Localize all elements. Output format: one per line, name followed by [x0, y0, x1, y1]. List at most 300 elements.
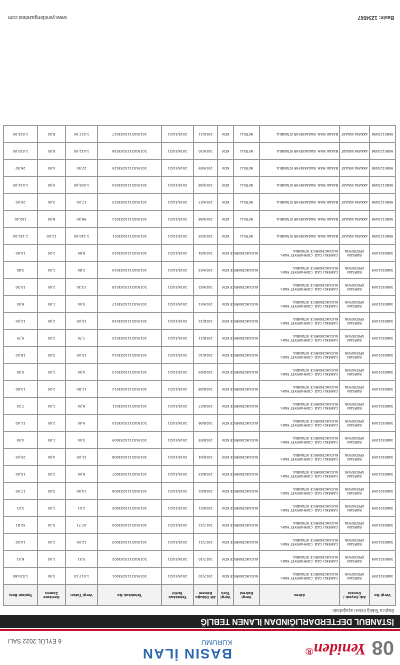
- table-row: [4, 177, 396, 194]
- table-cell: 3,01: [4, 500, 38, 517]
- table-cell: BASAK MAH. BASAKSEHIR ISTANBUL: [260, 143, 340, 160]
- table-cell: 7,20: [4, 398, 38, 415]
- table-cell: 2019/10/21: [162, 568, 194, 585]
- table-cell: KDV: [218, 160, 234, 177]
- table-cell: IKITELLI: [234, 228, 260, 245]
- table-cell: BURSAN SPEDISYON: [340, 398, 370, 415]
- table-row: [4, 347, 396, 364]
- table-cell: 2,00: [38, 415, 66, 432]
- table-cell: 6,00: [4, 296, 38, 313]
- table-cell: KUCUKCEKMECE: [234, 330, 260, 347]
- table-cell: 17,90: [4, 483, 38, 500]
- table-cell: 2019102115203005: [98, 500, 162, 517]
- table-row: [4, 330, 396, 347]
- table-cell: KUCUKCEKMECE: [234, 364, 260, 381]
- table-cell: 11,80: [66, 381, 98, 398]
- table-cell: 2019/03: [194, 262, 218, 279]
- table-cell: BURSAN SPEDISYON: [340, 279, 370, 296]
- table-row: [4, 398, 396, 415]
- table-cell: 1.012,00: [66, 143, 98, 160]
- table-cell: CAMEKLI CAD. CUMHURIYET MAH. KUCUKCEKMECE ISTANBUL: [260, 415, 340, 432]
- table-cell: IKITELLI: [234, 126, 260, 143]
- table-cell: CAMEKLI CAD. CUMHURIYET MAH. KUCUKCEKMECE ISTANBUL: [260, 466, 340, 483]
- table-cell: 2017/11: [194, 534, 218, 551]
- table-cell: IKITELLI: [234, 177, 260, 194]
- table-cell: 3480521009: [370, 500, 396, 517]
- table-cell: 2,01: [66, 500, 98, 517]
- table-cell: KUCUKCEKMECE: [234, 534, 260, 551]
- table-cell: 1.025,00: [4, 126, 38, 143]
- table-cell: 10,00: [4, 466, 38, 483]
- column-header: Adres: [260, 585, 340, 606]
- table-cell: 1.005,00: [66, 177, 98, 194]
- table-row: [4, 449, 396, 466]
- table-cell: 2019/04: [194, 245, 218, 262]
- table-cell: CAMEKLI CAD. CUMHURIYET MAH. KUCUKCEKMECE ISTANBUL: [260, 551, 340, 568]
- table-cell: KUCUKCEKMECE: [234, 415, 260, 432]
- table-cell: 2019/09: [194, 160, 218, 177]
- table-cell: 4,50: [66, 364, 98, 381]
- column-header: Gecikme Zammı: [38, 585, 66, 606]
- table-cell: CAMEKLI CAD. CUMHURIYET MAH. KUCUKCEKMECE ISTANBUL: [260, 296, 340, 313]
- table-cell: 6,20: [66, 398, 98, 415]
- table-cell: 3480521009: [370, 245, 396, 262]
- table-cell: 3480521009: [370, 551, 396, 568]
- table-cell: CAMEKLI CAD. CUMHURIYET MAH. KUCUKCEKMECE ISTANBUL: [260, 364, 340, 381]
- table-cell: BURSAN SPEDISYON: [340, 313, 370, 330]
- table-cell: BASAK MAH. BASAKSEHIR ISTANBUL: [260, 126, 340, 143]
- table-cell: 13,80: [4, 381, 38, 398]
- table-cell: CAMEKLI CAD. CUMHURIYET MAH. KUCUKCEKMECE ISTANBUL: [260, 381, 340, 398]
- table-row: [4, 262, 396, 279]
- table-cell: BURSAN SPEDISYON: [340, 296, 370, 313]
- table-cell: 1.014,00: [4, 177, 38, 194]
- table-cell: 2017/10: [194, 551, 218, 568]
- table-cell: KDV: [218, 483, 234, 500]
- table-row: [4, 160, 396, 177]
- table-cell: 2019/10/21: [162, 483, 194, 500]
- press-notice-subtag: KURUMU: [201, 638, 232, 645]
- table-cell: CAMEKLI CAD. CUMHURIYET MAH. KUCUKCEKMECE ISTANBUL: [260, 483, 340, 500]
- table-cell: 8,00: [38, 143, 66, 160]
- table-cell: KDV: [218, 517, 234, 534]
- table-cell: 2019/10/21: [162, 211, 194, 228]
- table-cell: 2,00: [38, 381, 66, 398]
- column-header: Vergi Tutarı: [66, 585, 98, 606]
- table-cell: 2017/10: [194, 568, 218, 585]
- table-cell: KDV: [218, 126, 234, 143]
- table-cell: IKITELLI: [234, 211, 260, 228]
- table-cell: 3480521009: [370, 262, 396, 279]
- table-cell: 2018/03: [194, 466, 218, 483]
- table-cell: 10,00: [66, 313, 98, 330]
- table-body: [4, 126, 396, 585]
- table-cell: 2019102115203013: [98, 364, 162, 381]
- table-cell: 2019/10/21: [162, 534, 194, 551]
- table-cell: BASAK MAH. BASAKSEHIR ISTANBUL: [260, 194, 340, 211]
- table-cell: 13,30: [66, 279, 98, 296]
- table-cell: KDV: [218, 313, 234, 330]
- table-cell: 8,60: [66, 245, 98, 262]
- table-cell: 2017/12: [194, 517, 218, 534]
- table-row: [4, 313, 396, 330]
- table-cell: 1,00: [38, 296, 66, 313]
- table-cell: KUCUKCEKMECE: [234, 398, 260, 415]
- table-cell: 2019/01: [194, 296, 218, 313]
- table-cell: CAMEKLI CAD. CUMHURIYET MAH. KUCUKCEKMECE ISTANBUL: [260, 500, 340, 517]
- table-row: [4, 551, 396, 568]
- table-cell: KDV: [218, 347, 234, 364]
- table-cell: KDV: [218, 381, 234, 398]
- table-cell: 2018/04: [194, 449, 218, 466]
- table-row: [4, 415, 396, 432]
- table-cell: 2018/07: [194, 398, 218, 415]
- table-cell: KUCUKCEKMECE: [234, 381, 260, 398]
- table-cell: 2019/10/21: [162, 177, 194, 194]
- table-cell: 96,40: [66, 211, 98, 228]
- table-cell: 2019/10/21: [162, 398, 194, 415]
- table-cell: 2018/09: [194, 364, 218, 381]
- table-cell: KUCUKCEKMECE: [234, 568, 260, 585]
- column-header: Ait Olduğu Dönem: [194, 585, 218, 606]
- table-cell: 2019/05: [194, 228, 218, 245]
- table-row: [4, 466, 396, 483]
- table-cell: 2019/10/21: [162, 551, 194, 568]
- table-cell: KUCUKCEKMECE: [234, 245, 260, 262]
- table-cell: 2019/10/21: [162, 330, 194, 347]
- table-cell: KDV: [218, 500, 234, 517]
- table-cell: 1.020,60: [4, 568, 38, 585]
- table-cell: 2019/10: [194, 143, 218, 160]
- table-cell: 1,00: [38, 364, 66, 381]
- table-cell: 8,00: [66, 466, 98, 483]
- table-row: [4, 364, 396, 381]
- table-cell: 8,00: [38, 126, 66, 143]
- table-cell: 2019/10/21: [162, 364, 194, 381]
- table-cell: 3480521009: [370, 517, 396, 534]
- table-cell: CAMEKLI CAD. CUMHURIYET MAH. KUCUKCEKMECE ISTANBUL: [260, 534, 340, 551]
- table-cell: 3,50: [38, 568, 66, 585]
- table-cell: CAMEKLI CAD. CUMHURIYET MAH. KUCUKCEKMECE ISTANBUL: [260, 432, 340, 449]
- table-cell: 2019102115203012: [98, 381, 162, 398]
- table-cell: 2019/10/21: [162, 517, 194, 534]
- table-cell: 2019102115203026: [98, 143, 162, 160]
- table-cell: 15,30: [4, 279, 38, 296]
- table-cell: 2019/10/21: [162, 415, 194, 432]
- table-cell: 2019/10/21: [162, 347, 194, 364]
- table-row: [4, 432, 396, 449]
- table-cell: 2019/10/21: [162, 245, 194, 262]
- logo-text: Yeniden: [313, 640, 366, 657]
- table-cell: 1.017,00: [66, 126, 98, 143]
- table-cell: 3480521009: [370, 313, 396, 330]
- table-cell: 3480521009: [370, 381, 396, 398]
- table-cell: 2019102115203002: [98, 551, 162, 568]
- table-cell: 2018/06: [194, 415, 218, 432]
- table-cell: 2019102115203018: [98, 279, 162, 296]
- newspaper-header: [0, 629, 400, 665]
- table-cell: 12,00: [4, 313, 38, 330]
- table-cell: 2019102115203010: [98, 415, 162, 432]
- table-cell: 15,00: [66, 347, 98, 364]
- table-cell: 2019102115203020: [98, 245, 162, 262]
- table-cell: BURSAN SPEDISYON: [340, 415, 370, 432]
- footer-right: www.yenidengazetesi.com: [8, 14, 67, 20]
- table-cell: 1,00: [38, 551, 66, 568]
- table-cell: 3,00: [38, 347, 66, 364]
- table-cell: AKKAYA INSAAT: [340, 228, 370, 245]
- table-cell: CAMEKLI CAD. CUMHURIYET MAH. KUCUKCEKMECE ISTANBUL: [260, 279, 340, 296]
- table-cell: 9080123456: [370, 160, 396, 177]
- table-cell: BURSAN SPEDISYON: [340, 432, 370, 449]
- table-cell: 52,81: [4, 517, 38, 534]
- table-cell: KUCUKCEKMECE: [234, 296, 260, 313]
- table-cell: 2019102115203024: [98, 177, 162, 194]
- table-cell: BURSAN SPEDISYON: [340, 347, 370, 364]
- table-cell: KUCUKCEKMECE: [234, 500, 260, 517]
- table-cell: CAMEKLI CAD. CUMHURIYET MAH. KUCUKCEKMECE ISTANBUL: [260, 449, 340, 466]
- table-cell: 2019102115203021: [98, 228, 162, 245]
- table-cell: 3,00: [38, 194, 66, 211]
- table-cell: 22,50: [66, 160, 98, 177]
- debt-notice-table: [3, 125, 396, 606]
- issue-date: 6 EYLÜL 2022 SALI: [8, 637, 62, 643]
- footer-left: Basin: 1234567: [357, 14, 394, 20]
- table-cell: BASAK MAH. BASAKSEHIR ISTANBUL: [260, 160, 340, 177]
- table-cell: KDV: [218, 398, 234, 415]
- table-cell: 3480521009: [370, 432, 396, 449]
- table-cell: 2019102115203001: [98, 568, 162, 585]
- table-cell: 2019102115203011: [98, 398, 162, 415]
- table-cell: 2018/10: [194, 347, 218, 364]
- table-cell: 2,00: [38, 245, 66, 262]
- notice-title-band: İSTANBUL DEFTERDARLIĞINDAN İLANEN TEBLİĞ: [0, 615, 400, 628]
- table-cell: BURSAN SPEDISYON: [340, 466, 370, 483]
- table-cell: 2019/07: [194, 194, 218, 211]
- table-cell: 2019102115203003: [98, 534, 162, 551]
- table-cell: 2019/10/21: [162, 126, 194, 143]
- table-cell: BURSAN SPEDISYON: [340, 483, 370, 500]
- table-row: [4, 534, 396, 551]
- table-cell: CAMEKLI CAD. CUMHURIYET MAH. KUCUKCEKMECE ISTANBUL: [260, 262, 340, 279]
- table-cell: 9080123456: [370, 177, 396, 194]
- table-cell: 11,40: [4, 415, 38, 432]
- table-cell: 3480521009: [370, 398, 396, 415]
- table-cell: 2019102115203004: [98, 517, 162, 534]
- table-cell: KUCUKCEKMECE: [234, 347, 260, 364]
- table-cell: BURSAN SPEDISYON: [340, 245, 370, 262]
- column-header: Vergi Türü: [218, 585, 234, 606]
- table-cell: 2018/11: [194, 330, 218, 347]
- table-cell: 2,00: [38, 313, 66, 330]
- table-cell: BASAK MAH. BASAKSEHIR ISTANBUL: [260, 228, 340, 245]
- table-cell: 2019/10/21: [162, 466, 194, 483]
- table-cell: 9080123456: [370, 228, 396, 245]
- table-cell: 3480521009: [370, 449, 396, 466]
- table-cell: 102,40: [4, 211, 38, 228]
- table-cell: 12,00: [66, 534, 98, 551]
- table-cell: 2019/06: [194, 211, 218, 228]
- table-cell: BASAK MAH. BASAKSEHIR ISTANBUL: [260, 211, 340, 228]
- table-cell: 2019102115203023: [98, 194, 162, 211]
- table-cell: 2019/02: [194, 279, 218, 296]
- table-cell: 2019102115203009: [98, 432, 162, 449]
- table-cell: CAMEKLI CAD. CUMHURIYET MAH. KUCUKCEKMECE ISTANBUL: [260, 517, 340, 534]
- table-cell: BURSAN SPEDISYON: [340, 534, 370, 551]
- table-cell: BURSAN SPEDISYON: [340, 330, 370, 347]
- table-cell: 2019102115203015: [98, 330, 162, 347]
- table-cell: 2019102115203006: [98, 483, 162, 500]
- table-cell: 2019/10/21: [162, 143, 194, 160]
- table-cell: 2,00: [38, 330, 66, 347]
- table-cell: 2019102115203014: [98, 347, 162, 364]
- table-cell: BASAK MAH. BASAKSEHIR ISTANBUL: [260, 177, 340, 194]
- table-cell: CAMEKLI CAD. CUMHURIYET MAH. KUCUKCEKMECE ISTANBUL: [260, 313, 340, 330]
- table-cell: KDV: [218, 551, 234, 568]
- table-cell: AKKAYA INSAAT: [340, 126, 370, 143]
- table-cell: KDV: [218, 432, 234, 449]
- table-cell: 5,51: [66, 551, 98, 568]
- column-header: Toplam Borç: [4, 585, 38, 606]
- table-row: [4, 568, 396, 585]
- table-cell: AKKAYA INSAAT: [340, 211, 370, 228]
- table-cell: KDV: [218, 245, 234, 262]
- table-cell: 6,00: [38, 211, 66, 228]
- column-header: Vergi Dairesi: [234, 585, 260, 606]
- table-cell: 2019102115203017: [98, 296, 162, 313]
- notice-intro-note: Başlıca Tebliğ listesi aşağıdadır.: [331, 608, 394, 613]
- logo-mark: ®: [305, 645, 314, 657]
- table-cell: KDV: [218, 177, 234, 194]
- table-cell: AKKAYA INSAAT: [340, 160, 370, 177]
- table-cell: 17,00: [66, 194, 98, 211]
- table-cell: 2019/10/21: [162, 296, 194, 313]
- table-cell: KUCUKCEKMECE: [234, 432, 260, 449]
- table-cell: 1,00: [38, 500, 66, 517]
- table-cell: 12,00: [38, 228, 66, 245]
- table-cell: 3480521009: [370, 466, 396, 483]
- table-cell: 6,51: [4, 551, 38, 568]
- table-cell: KUCUKCEKMECE: [234, 262, 260, 279]
- table-cell: 3,80: [4, 262, 38, 279]
- table-cell: 21,00: [66, 449, 98, 466]
- table-cell: KDV: [218, 330, 234, 347]
- table-cell: 25,00: [4, 449, 38, 466]
- table-cell: 1,00: [38, 262, 66, 279]
- table-cell: 2019/10/21: [162, 194, 194, 211]
- table-cell: CAMEKLI CAD. CUMHURIYET MAH. KUCUKCEKMECE ISTANBUL: [260, 568, 340, 585]
- table-cell: KDV: [218, 211, 234, 228]
- table-cell: KDV: [218, 466, 234, 483]
- table-cell: IKITELLI: [234, 160, 260, 177]
- table-cell: KDV: [218, 568, 234, 585]
- table-cell: 2019102115203025: [98, 160, 162, 177]
- table-cell: 2018/05: [194, 432, 218, 449]
- table-cell: KDV: [218, 194, 234, 211]
- table-cell: 1,00: [38, 432, 66, 449]
- table-cell: 47,71: [66, 517, 98, 534]
- table-cell: 4,00: [4, 432, 38, 449]
- table-cell: CAMEKLI CAD. CUMHURIYET MAH. KUCUKCEKMECE ISTANBUL: [260, 245, 340, 262]
- table-row: [4, 500, 396, 517]
- table-cell: BURSAN SPEDISYON: [340, 381, 370, 398]
- table-cell: 1,00: [38, 398, 66, 415]
- table-cell: KUCUKCEKMECE: [234, 313, 260, 330]
- table-cell: 2,00: [38, 466, 66, 483]
- table-row: [4, 228, 396, 245]
- table-cell: BURSAN SPEDISYON: [340, 517, 370, 534]
- table-row: [4, 126, 396, 143]
- table-cell: KUCUKCEKMECE: [234, 551, 260, 568]
- table-cell: 9,40: [66, 415, 98, 432]
- table-cell: 2019/10/21: [162, 262, 194, 279]
- table-cell: KUCUKCEKMECE: [234, 279, 260, 296]
- table-cell: KDV: [218, 279, 234, 296]
- table-cell: 2018/01: [194, 500, 218, 517]
- table-cell: IKITELLI: [234, 143, 260, 160]
- table-cell: IKITELLI: [234, 194, 260, 211]
- table-cell: 4,00: [38, 449, 66, 466]
- table-cell: 3480521009: [370, 296, 396, 313]
- table-cell: 2,80: [66, 262, 98, 279]
- column-header: Tahakkuk Tarihi: [162, 585, 194, 606]
- table-row: [4, 211, 396, 228]
- table-cell: BURSAN SPEDISYON: [340, 568, 370, 585]
- table-header-row: [4, 585, 396, 606]
- table-cell: 2018/08: [194, 381, 218, 398]
- table-cell: 1.140,00: [66, 228, 98, 245]
- table-row: [4, 245, 396, 262]
- table-cell: 9080123456: [370, 126, 396, 143]
- table-cell: 2019/10/21: [162, 313, 194, 330]
- press-notice-tag: BASIN İLAN: [141, 646, 232, 662]
- table-cell: 3480521009: [370, 534, 396, 551]
- table-cell: 1.017,10: [66, 568, 98, 585]
- table-cell: 9080123456: [370, 143, 396, 160]
- table-cell: BURSAN SPEDISYON: [340, 262, 370, 279]
- table-cell: AKKAYA INSAAT: [340, 143, 370, 160]
- table-cell: 14,90: [66, 483, 98, 500]
- table-cell: 5,00: [66, 296, 98, 313]
- table-cell: KUCUKCEKMECE: [234, 483, 260, 500]
- table-cell: 4,00: [38, 160, 66, 177]
- table-cell: KDV: [218, 449, 234, 466]
- table-cell: KUCUKCEKMECE: [234, 449, 260, 466]
- table-cell: 9080123456: [370, 211, 396, 228]
- table-cell: KDV: [218, 143, 234, 160]
- table-cell: BURSAN SPEDISYON: [340, 500, 370, 517]
- table-cell: 2,00: [38, 279, 66, 296]
- newspaper-logo: [305, 639, 366, 657]
- table-cell: 3480521009: [370, 483, 396, 500]
- table-cell: CAMEKLI CAD. CUMHURIYET MAH. KUCUKCEKMECE ISTANBUL: [260, 347, 340, 364]
- table-row: [4, 483, 396, 500]
- table-row: [4, 517, 396, 534]
- table-cell: KDV: [218, 296, 234, 313]
- column-header: Tahakkuk No: [98, 585, 162, 606]
- table-cell: 2018/02: [194, 483, 218, 500]
- table-cell: KUCUKCEKMECE: [234, 517, 260, 534]
- table-cell: 3480521009: [370, 364, 396, 381]
- table-cell: AKKAYA INSAAT: [340, 177, 370, 194]
- table-cell: 1.152,00: [4, 228, 38, 245]
- table-cell: 3480521009: [370, 330, 396, 347]
- table-cell: 2019102115203007: [98, 466, 162, 483]
- table-cell: 3480521009: [370, 415, 396, 432]
- page-number: 08: [371, 636, 394, 658]
- table-cell: 2019102115203027: [98, 126, 162, 143]
- table-cell: 2019102115203019: [98, 262, 162, 279]
